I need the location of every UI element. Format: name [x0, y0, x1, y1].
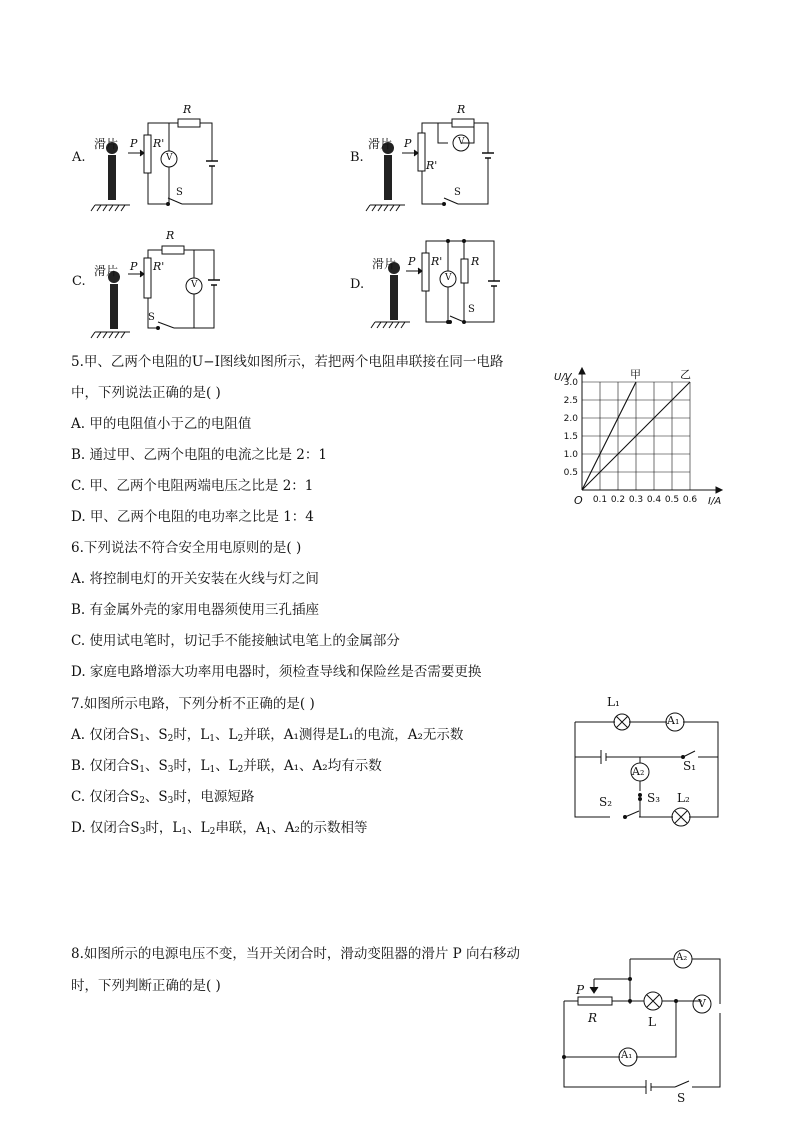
r-label: R	[457, 103, 466, 116]
y-tick-label: 0.5	[563, 468, 578, 478]
a2-label: A₂	[632, 765, 645, 778]
circuit-diagram-c	[60, 222, 240, 342]
x-axis-label: I/A	[708, 496, 722, 507]
voltmeter-label: V	[166, 153, 173, 163]
y-axis-label: U/V	[554, 372, 572, 383]
a1-label: A₁	[667, 714, 680, 727]
s2-label: S₂	[599, 795, 613, 809]
q8-stem-line2: 时，下列判断正确的是( )	[71, 978, 221, 994]
q6-option-a: A. 将控制电灯的开关安装在火线与灯之间	[71, 571, 319, 587]
q6-stem: 6.下列说法不符合安全用电原则的是( )	[71, 540, 302, 556]
r-label: R	[588, 1011, 598, 1025]
x-tick-label: 0.5	[664, 495, 680, 505]
l-label: L	[648, 1015, 656, 1029]
circuit-diagram-b	[340, 95, 520, 215]
q5-option-a: A. 甲的电阻值小于乙的电阻值	[71, 416, 252, 432]
y-axis-arrow	[579, 368, 585, 374]
r-label: R	[183, 103, 192, 116]
q5-stem-line1: 5.甲、乙两个电阻的U−I图线如图所示，若把两个电阻串联接在同一电路	[71, 354, 504, 370]
q6-option-b: B. 有金属外壳的家用电器须使用三孔插座	[71, 602, 320, 618]
voltmeter-label: V	[191, 280, 198, 290]
q7-option-d: D. 仅闭合$S_3$时，$L_1$、$L_2$串联，$A_1$、A₂的示数相等	[71, 820, 368, 837]
s3-label: S₃	[647, 791, 661, 805]
y-tick-label: 2.5	[563, 396, 578, 406]
q5-option-d: D. 甲、乙两个电阻的电功率之比是 1：4	[71, 509, 314, 525]
x-tick-label: 0.1	[592, 495, 608, 505]
q4-option-a	[60, 95, 240, 215]
option-letter: D.	[350, 277, 365, 292]
q8-circuit	[560, 945, 735, 1105]
option-letter: A.	[72, 150, 86, 165]
q4-option-d	[340, 225, 520, 345]
p-label: P	[404, 137, 412, 150]
x-tick-label: 0.6	[682, 495, 698, 505]
q7-circuit	[565, 695, 730, 830]
series-label-2: 乙	[680, 368, 691, 381]
p-label: P	[408, 255, 416, 268]
x-axis-arrow	[716, 487, 722, 493]
q6-option-d: D. 家庭电路增添大功率用电器时，须检查导线和保险丝是否需要更换	[71, 664, 482, 680]
l2-label: L₂	[677, 791, 690, 805]
voltmeter-label: V	[445, 273, 452, 283]
rprime-label: R'	[431, 255, 443, 268]
slider-label: 滑片	[94, 137, 119, 151]
q7-option-b: B. 仅闭合$S_1$、$S_3$时，$L_1$、$L_2$并联，A₁、A₂均有示数	[71, 758, 382, 775]
s-label: S	[468, 304, 475, 315]
rprime-label: R'	[153, 137, 165, 150]
y-tick-label: 1.0	[563, 450, 578, 460]
origin-label: O	[574, 494, 583, 507]
q5-stem-line2: 中，下列说法正确的是( )	[71, 385, 221, 401]
p-label: P	[130, 260, 138, 273]
circuit-diagram-a	[60, 95, 240, 215]
y-tick-label: 3.0	[563, 378, 578, 388]
y-tick-label: 1.5	[563, 432, 578, 442]
s-label: S	[148, 312, 155, 323]
slider-label: 滑片	[94, 264, 119, 278]
option-letter: C.	[72, 274, 86, 289]
q7-option-c: C. 仅闭合$S_2$、$S_3$时，电源短路	[71, 789, 255, 806]
s1-label: S₁	[683, 759, 697, 773]
rprime-label: R'	[426, 159, 438, 172]
s-label: S	[176, 187, 183, 198]
s-label: S	[677, 1091, 686, 1105]
ui-graph	[552, 360, 732, 510]
x-tick-label: 0.4	[646, 495, 662, 505]
rprime-label: R'	[153, 260, 165, 273]
y-tick-label: 2.0	[563, 414, 578, 424]
x-tick-label: 0.3	[628, 495, 644, 505]
q6-option-c: C. 使用试电笔时，切记手不能接触试电笔上的金属部分	[71, 633, 400, 649]
p-label: P	[576, 983, 585, 997]
slider-label: 滑片	[372, 257, 397, 271]
a2-label: A₂	[676, 952, 688, 963]
series-label-1: 甲	[630, 368, 641, 381]
r-label: R	[471, 255, 480, 268]
q4-option-b	[340, 95, 520, 215]
option-letter: B.	[350, 150, 364, 165]
circuit-diagram-d	[340, 225, 520, 345]
q4-option-c	[60, 222, 240, 342]
a1-label: A₁	[621, 1050, 633, 1061]
r-label: R	[166, 229, 175, 242]
x-tick-label: 0.2	[610, 495, 626, 505]
q5-option-b: B. 通过甲、乙两个电阻的电流之比是 2：1	[71, 447, 327, 463]
q7-stem: 7.如图所示电路，下列分析不正确的是( )	[71, 696, 315, 712]
voltmeter-label: V	[458, 137, 465, 147]
q7-option-a: A. 仅闭合$S_1$、$S_2$时，$L_1$、$L_2$并联，A₁测得是L₁的电流，A₂无示数	[71, 727, 464, 744]
l1-label: L₁	[607, 695, 620, 709]
v-label: V	[698, 997, 706, 1010]
slider-label: 滑片	[368, 137, 393, 151]
q8-stem-line1: 8.如图所示的电源电压不变，当开关闭合时，滑动变阻器的滑片 P 向右移动	[71, 946, 521, 962]
q5-option-c: C. 甲、乙两个电阻两端电压之比是 2：1	[71, 478, 314, 494]
s-label: S	[454, 187, 461, 198]
p-label: P	[130, 137, 138, 150]
